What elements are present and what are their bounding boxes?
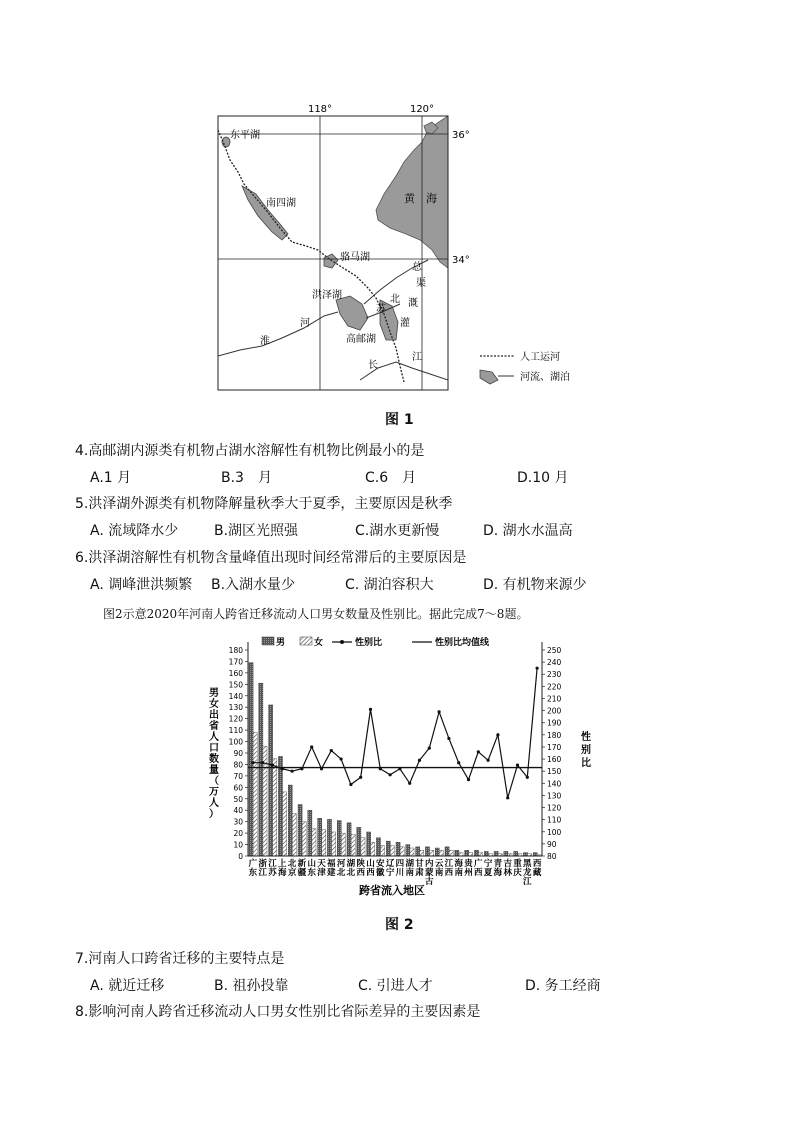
bar-female <box>253 732 257 856</box>
sex-ratio-point <box>496 733 499 736</box>
y-tick-label: 140 <box>228 691 243 701</box>
bar-female <box>449 850 453 856</box>
x-tick-label: 南 <box>434 868 444 878</box>
y-tick-label: 120 <box>228 714 243 724</box>
bar-female <box>381 846 385 856</box>
y2-tick-label: 160 <box>547 755 562 765</box>
y2-tick-label: 200 <box>547 706 562 716</box>
label-guangai-1: 灌 <box>400 318 410 329</box>
sex-ratio-point <box>369 708 372 711</box>
sex-ratio-point <box>457 761 460 764</box>
bar-female <box>430 850 434 856</box>
x-tick-label: 黑 <box>523 859 532 869</box>
q7-option-a[interactable]: A. 就近迁移 <box>90 978 165 994</box>
hongze-lake <box>336 296 368 330</box>
y-tick-label: 150 <box>228 680 243 690</box>
sex-ratio-point <box>251 761 254 764</box>
bar-male <box>269 705 273 856</box>
label-dongping: 东平湖 <box>230 130 260 141</box>
nansi-lake <box>242 186 288 240</box>
x-tick-label: 广 <box>248 859 258 869</box>
bar-female <box>283 792 287 856</box>
bar-male <box>523 853 527 856</box>
x-tick-label: 天 <box>317 859 326 869</box>
legend-female: 女 <box>314 638 324 648</box>
legend-sex-ratio: 性别比 <box>355 638 383 648</box>
y-tick-label: 110 <box>228 726 243 736</box>
label-nansi: 南四湖 <box>266 198 296 209</box>
x-tick-label: 苏 <box>268 868 277 878</box>
x-tick-label: 建 <box>327 868 336 878</box>
sex-ratio-point <box>477 750 480 753</box>
x-tick-label: 庆 <box>513 868 522 878</box>
x-tick-label: 宁 <box>385 868 395 878</box>
x-tick-label: 江 <box>523 877 532 887</box>
x-axis-label: 跨省流入地区 <box>359 884 425 897</box>
sex-ratio-point <box>526 776 529 779</box>
bar-female <box>390 846 394 856</box>
x-tick-label: 西 <box>444 868 454 878</box>
bar-male <box>514 851 518 856</box>
bar-male <box>288 785 292 856</box>
x-tick-label: 南 <box>454 868 463 878</box>
bar-male <box>337 821 341 856</box>
y2-tick-label: 150 <box>547 767 562 777</box>
x-tick-label: 州 <box>464 868 473 878</box>
y-tick-label: 90 <box>233 749 243 758</box>
y-tick-label: 0 <box>238 852 243 861</box>
legend-canal: 人工运河 <box>520 352 560 363</box>
bar-male <box>455 850 459 856</box>
x-tick-label: 北 <box>346 868 356 878</box>
grand-canal <box>218 130 404 382</box>
bar-female <box>400 847 404 856</box>
bar-female <box>302 822 306 856</box>
bar-male <box>249 663 253 856</box>
bar-male <box>425 847 429 856</box>
q5-option-c[interactable]: C.湖水更新慢 <box>355 523 440 539</box>
x-tick-label: 京 <box>287 868 297 878</box>
q4-option-d[interactable]: D.10 月 <box>517 470 569 486</box>
sex-ratio-point <box>438 710 441 713</box>
bar-female <box>292 814 296 856</box>
bar-female <box>410 848 414 856</box>
dongping-lake <box>222 137 230 147</box>
figure1-caption: 图 1 <box>385 412 414 428</box>
x-tick-label: 龙 <box>523 868 532 878</box>
figure2-intro: 图2示意2020年河南人跨省迁移流动人口男女数量及性别比。据此完成7～8题。 <box>103 607 529 621</box>
bar-male <box>386 841 390 856</box>
y-tick-label: 130 <box>228 703 243 713</box>
y2-tick-label: 230 <box>547 670 562 680</box>
bar-male <box>435 848 439 856</box>
y2-tick-label: 90 <box>547 839 557 849</box>
x-tick-label: 云 <box>434 859 444 869</box>
label-guangai-3: 总 <box>412 262 422 273</box>
bar-male <box>367 832 371 856</box>
bar-female <box>439 850 443 856</box>
lat-label-36: 36° <box>452 130 470 141</box>
bar-female <box>420 850 424 856</box>
x-tick-label: 重 <box>513 859 522 869</box>
q7-option-c[interactable]: C. 引进人才 <box>358 978 433 994</box>
x-tick-label: 陕 <box>356 859 365 869</box>
bar-male <box>465 850 469 856</box>
y2-tick-label: 180 <box>547 730 562 740</box>
question-5: 5.洪泽湖外源类有机物降解量秋季大于夏季，主要原因是秋季 <box>75 496 453 512</box>
x-tick-label: 广 <box>474 859 483 869</box>
y2-tick-label: 100 <box>547 827 562 837</box>
x-tick-label: 疆 <box>297 868 307 878</box>
label-luoma: 骆马湖 <box>340 252 370 263</box>
q7-option-b[interactable]: B. 祖孙投靠 <box>214 978 289 994</box>
bar-female <box>322 830 326 856</box>
label-huai-1: 淮 <box>260 336 270 347</box>
y2-tick-label: 170 <box>547 742 562 752</box>
x-tick-label: 宁 <box>483 859 493 869</box>
x-tick-label: 青 <box>493 859 503 869</box>
x-tick-label: 甘 <box>415 859 424 869</box>
bar-male <box>533 853 537 856</box>
y2-tick-label: 80 <box>547 852 557 861</box>
x-tick-label: 东 <box>248 868 258 878</box>
lon-label-118: 118° <box>307 104 333 115</box>
q5-option-b[interactable]: B.湖区光照强 <box>214 523 299 539</box>
y2-tick-label: 190 <box>547 718 562 728</box>
label-gaoyou: 高邮湖 <box>346 334 376 345</box>
bar-female <box>371 842 375 856</box>
figure1-map <box>200 100 600 420</box>
x-tick-label: 夏 <box>483 868 493 878</box>
question-7: 7.河南人口跨省迁移的主要特点是 <box>75 951 285 967</box>
bar-female <box>341 833 345 856</box>
bar-male <box>445 847 449 856</box>
x-tick-label: 藏 <box>532 868 542 878</box>
label-yellow-sea-2: 海 <box>426 192 437 205</box>
q6-option-d[interactable]: D. 有机物来源少 <box>483 577 587 593</box>
x-tick-label: 海 <box>493 868 503 878</box>
q6-option-b[interactable]: B.入湖水量少 <box>211 577 296 593</box>
label-guangai-4: 渠 <box>416 278 426 289</box>
bar-female <box>273 759 277 856</box>
y-tick-label: 20 <box>233 829 243 839</box>
y2-tick-label: 250 <box>547 646 562 655</box>
bar-male <box>308 810 312 856</box>
y2-axis-label: 性别比 <box>581 732 591 769</box>
bar-male <box>357 827 361 856</box>
x-tick-label: 福 <box>327 859 336 869</box>
sex-ratio-point <box>428 747 431 750</box>
bar-male <box>494 851 498 856</box>
y-tick-label: 40 <box>233 806 243 816</box>
figure2-caption: 图 2 <box>385 917 414 933</box>
sex-ratio-point <box>398 767 401 770</box>
bar-male <box>259 683 263 856</box>
q5-option-a[interactable]: A. 流域降水少 <box>90 523 179 539</box>
x-tick-label: 上 <box>278 859 287 869</box>
y2-tick-label: 240 <box>547 658 562 668</box>
sex-ratio-point <box>359 776 362 779</box>
x-tick-label: 北 <box>287 859 297 869</box>
bar-female <box>479 853 483 856</box>
x-tick-label: 河 <box>336 859 346 869</box>
label-changjiang-1: 长 <box>368 360 378 371</box>
x-tick-label: 吉 <box>503 859 512 869</box>
sex-ratio-point <box>447 737 450 740</box>
label-guangai-2: 溉 <box>408 298 418 309</box>
x-tick-label: 江 <box>258 868 267 878</box>
q7-option-d[interactable]: D. 务工经商 <box>525 978 601 994</box>
bar-male <box>347 823 351 856</box>
label-subei-2: 北 <box>390 294 400 305</box>
x-tick-label: 津 <box>317 868 326 878</box>
sex-ratio-line <box>253 668 537 798</box>
question-6: 6.洪泽湖溶解性有机物含量峰值出现时间经常滞后的主要原因是 <box>75 550 467 566</box>
x-tick-label: 海 <box>454 859 463 869</box>
bar-female <box>469 853 473 856</box>
bar-male <box>318 818 322 856</box>
q4-option-b[interactable]: B.3 月 <box>221 470 272 486</box>
sex-ratio-point <box>320 767 323 770</box>
bar-male <box>298 805 302 857</box>
q4-option-a[interactable]: A.1 月 <box>90 470 132 486</box>
legend-male: 男 <box>276 638 286 648</box>
sex-ratio-point <box>389 773 392 776</box>
sex-ratio-point <box>516 764 519 767</box>
x-tick-label: 蒙 <box>425 868 434 878</box>
x-tick-label: 东 <box>307 868 316 878</box>
y2-tick-label: 210 <box>547 694 562 704</box>
y-axis-label: 男女出省人口数量（万人） <box>209 688 219 820</box>
x-tick-label: 古 <box>425 877 434 887</box>
x-tick-label: 南 <box>405 868 414 878</box>
sex-ratio-point <box>349 783 352 786</box>
label-changjiang-2: 江 <box>412 352 422 363</box>
x-tick-label: 安 <box>376 859 385 869</box>
x-tick-label: 川 <box>395 868 405 878</box>
x-tick-label: 浙 <box>258 859 267 869</box>
x-tick-label: 内 <box>425 859 434 869</box>
bar-male <box>416 847 420 856</box>
q6-option-a[interactable]: A. 调峰泄洪频繁 <box>90 577 193 593</box>
legend-mean-line: 性别比均值线 <box>435 638 490 648</box>
bar-female <box>332 832 336 856</box>
q5-option-d[interactable]: D. 湖水水温高 <box>483 523 573 539</box>
y-tick-label: 50 <box>233 794 243 804</box>
bar-male <box>484 851 488 856</box>
label-huai-2: 河 <box>300 318 310 329</box>
x-tick-label: 西 <box>474 868 483 878</box>
q6-option-c[interactable]: C. 湖泊容积大 <box>345 577 434 593</box>
bar-male <box>327 819 331 856</box>
sex-ratio-point <box>536 667 539 670</box>
x-tick-label: 新 <box>297 859 307 869</box>
y2-tick-label: 140 <box>547 779 562 789</box>
y-tick-label: 10 <box>233 840 243 850</box>
x-tick-label: 湖 <box>405 859 414 869</box>
bar-male <box>474 850 478 856</box>
question-4: 4.高邮湖内源类有机物占湖水溶解性有机物比例最小的是 <box>75 443 425 459</box>
sex-ratio-point <box>291 770 294 773</box>
x-tick-label: 徽 <box>376 868 385 878</box>
bar-male <box>376 838 380 856</box>
x-tick-label: 江 <box>444 859 454 869</box>
x-tick-label: 辽 <box>385 859 395 869</box>
y-tick-label: 70 <box>233 771 243 781</box>
x-tick-label: 海 <box>278 868 287 878</box>
x-tick-label: 西 <box>356 868 365 878</box>
x-tick-label: 北 <box>336 868 346 878</box>
y-tick-label: 170 <box>228 657 243 667</box>
y-tick-label: 180 <box>228 646 243 655</box>
question-8: 8.影响河南人跨省迁移流动人口男女性别比省际差异的主要因素是 <box>75 1004 481 1020</box>
y-tick-label: 30 <box>233 817 243 827</box>
x-tick-label: 四 <box>395 859 405 869</box>
x-tick-label: 肃 <box>415 868 424 878</box>
sex-ratio-point <box>408 782 411 785</box>
x-tick-label: 西 <box>366 868 375 878</box>
lon-label-120: 120° <box>409 104 435 115</box>
y-tick-label: 80 <box>233 760 243 770</box>
sex-ratio-point <box>271 764 274 767</box>
bar-female <box>312 829 316 856</box>
y2-tick-label: 220 <box>547 682 562 692</box>
sex-ratio-point <box>340 757 343 760</box>
sex-ratio-point <box>330 749 333 752</box>
y-tick-label: 60 <box>233 783 243 793</box>
y2-tick-label: 120 <box>547 803 562 813</box>
bar-female <box>459 853 463 856</box>
x-tick-label: 山 <box>366 859 375 869</box>
x-tick-label: 江 <box>268 859 277 869</box>
x-tick-label: 湖 <box>346 859 356 869</box>
sex-ratio-point <box>506 796 509 799</box>
figure2-chart <box>202 636 596 906</box>
sex-ratio-point <box>467 778 470 781</box>
y-tick-label: 160 <box>228 668 243 678</box>
sex-ratio-point <box>300 767 303 770</box>
bar-female <box>351 834 355 856</box>
sex-ratio-point <box>379 767 382 770</box>
sex-ratio-point <box>310 745 313 748</box>
sex-ratio-point <box>487 759 490 762</box>
x-tick-label: 西 <box>532 859 542 869</box>
bar-male <box>406 845 410 856</box>
x-tick-label: 贵 <box>464 859 473 869</box>
bar-female <box>361 838 365 856</box>
y2-tick-label: 130 <box>547 791 562 801</box>
label-hongze: 洪泽湖 <box>312 290 342 301</box>
y2-tick-label: 110 <box>547 815 562 825</box>
lat-label-34: 34° <box>452 255 470 266</box>
sex-ratio-point <box>261 761 264 764</box>
bar-male <box>504 851 508 856</box>
bar-male <box>396 842 400 856</box>
y-tick-label: 100 <box>228 737 243 747</box>
x-tick-label: 山 <box>307 859 316 869</box>
legend-river-lake: 河流、湖泊 <box>520 372 570 383</box>
sex-ratio-point <box>418 759 421 762</box>
q4-option-c[interactable]: C.6 月 <box>365 470 417 486</box>
sex-ratio-point <box>281 767 284 770</box>
label-yellow-sea-1: 黄 <box>404 192 415 205</box>
label-subei-1: 苏 <box>376 304 386 315</box>
bar-male <box>278 756 282 856</box>
x-tick-label: 林 <box>503 868 512 878</box>
